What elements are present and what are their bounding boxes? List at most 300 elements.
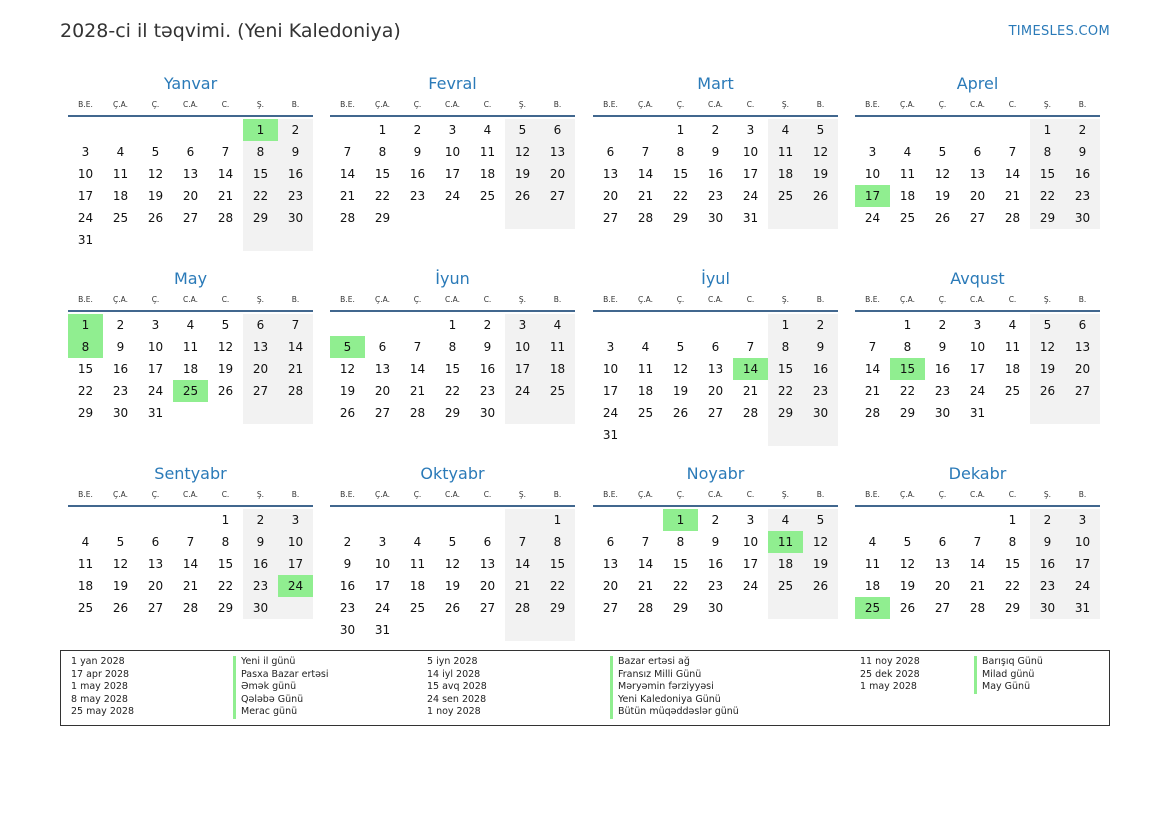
day-cell: 27: [969, 211, 986, 225]
empty-day-cell: [505, 619, 540, 641]
day-cell: 8: [676, 535, 685, 549]
empty-day-cell: [278, 597, 313, 619]
day-cell: 8: [676, 145, 685, 159]
empty-day-cell: [400, 207, 435, 229]
day-cell: 15: [374, 167, 391, 181]
empty-day-cell: [663, 314, 698, 336]
empty-day-cell: [365, 314, 400, 336]
day-cell: 29: [672, 601, 689, 615]
day-cell: 21: [1004, 189, 1021, 203]
day-cell: 12: [112, 557, 129, 571]
day-cell: 21: [182, 579, 199, 593]
day-cell: 29: [1004, 601, 1021, 615]
empty-day-cell: [173, 119, 208, 141]
day-cell: 22: [77, 384, 94, 398]
weekday-label: B.E.: [340, 490, 355, 499]
legend-holiday-name: Bazar ertəsi ağ: [610, 656, 739, 669]
empty-day-cell: [995, 119, 1030, 141]
empty-day-cell: [68, 119, 103, 141]
day-cell: 17: [742, 557, 759, 571]
day-grid: [855, 507, 1100, 619]
day-cell: 13: [1065, 336, 1100, 358]
day-cell: 27: [147, 601, 164, 615]
day-cell: 19: [803, 553, 838, 575]
day-cell: 26: [899, 601, 916, 615]
legend-date: 8 may 2028: [71, 693, 128, 705]
day-cell: 9: [483, 340, 492, 354]
empty-day-cell: [435, 619, 470, 641]
day-cell: 12: [339, 362, 356, 376]
empty-day-cell: [733, 597, 768, 619]
empty-day-cell: [330, 119, 365, 141]
empty-day-cell: [733, 314, 768, 336]
day-cell: 26: [147, 211, 164, 225]
weekday-label: B.E.: [340, 295, 355, 304]
weekday-label: C.A.: [444, 100, 460, 109]
legend-date: 5 iyn 2028: [427, 656, 478, 667]
legend-holiday-name: Fransız Milli Günü: [610, 669, 739, 682]
day-cell: 15: [1004, 557, 1021, 571]
day-grid: [855, 312, 1100, 424]
weekday-label: B.: [553, 490, 562, 499]
day-cell: 25: [77, 601, 94, 615]
day-cell: 23: [1030, 575, 1065, 597]
day-cell: 24: [969, 384, 986, 398]
day-cell: 17: [77, 189, 94, 203]
day-cell: 16: [934, 362, 951, 376]
day-cell: 26: [217, 384, 234, 398]
holiday-day-cell: 24: [278, 575, 313, 597]
weekday-label: B.: [291, 295, 300, 304]
weekday-label: B.: [816, 490, 825, 499]
day-cell: 21: [969, 579, 986, 593]
day-cell: 14: [278, 336, 313, 358]
day-cell: 18: [637, 384, 654, 398]
day-cell: 7: [641, 535, 650, 549]
weekday-label: B.E.: [865, 100, 880, 109]
month-name: Avqust: [950, 269, 1005, 288]
day-cell: 4: [186, 318, 195, 332]
empty-day-cell: [540, 402, 575, 424]
empty-day-cell: [330, 314, 365, 336]
weekday-label: Ç.A.: [374, 100, 390, 109]
day-cell: 21: [637, 579, 654, 593]
day-cell: 21: [864, 384, 881, 398]
day-cell: 25: [479, 189, 496, 203]
day-cell: 7: [746, 340, 755, 354]
day-cell: 24: [602, 406, 619, 420]
day-cell: 16: [243, 553, 278, 575]
day-cell: 23: [707, 579, 724, 593]
day-grid: [68, 312, 313, 424]
empty-day-cell: [628, 424, 663, 446]
day-cell: 22: [768, 380, 803, 402]
legend-holiday-name: Pasxa Bazar ertəsi: [233, 669, 329, 682]
legend-dates-col-3: [860, 656, 920, 694]
weekday-label: Ş.: [518, 100, 527, 109]
day-cell: 12: [147, 167, 164, 181]
weekday-label: B.E.: [78, 100, 93, 109]
legend-date: 1 may 2028: [71, 681, 128, 693]
day-cell: 6: [606, 145, 615, 159]
weekday-header: [68, 292, 313, 312]
day-cell: 22: [1030, 185, 1065, 207]
day-cell: 19: [672, 384, 689, 398]
day-cell: 16: [479, 362, 496, 376]
day-cell: 22: [374, 189, 391, 203]
day-cell: 8: [903, 340, 912, 354]
legend-holiday-name: Əmək günü: [233, 681, 329, 694]
day-cell: 19: [444, 579, 461, 593]
day-cell: 19: [803, 163, 838, 185]
holiday-day-cell: 1: [663, 509, 698, 531]
weekday-label: Ş.: [256, 100, 265, 109]
weekday-label: C.A.: [182, 100, 198, 109]
month-name: May: [173, 269, 208, 288]
weekday-label: C.: [1008, 490, 1017, 499]
day-cell: 16: [112, 362, 129, 376]
brand-logo-text[interactable]: TIMESLES.COM: [1008, 24, 1110, 39]
day-cell: 10: [77, 167, 94, 181]
legend-date: 1 may 2028: [860, 681, 917, 693]
day-cell: 7: [868, 340, 877, 354]
day-cell: 30: [803, 402, 838, 424]
day-cell: 12: [444, 557, 461, 571]
day-cell: 14: [182, 557, 199, 571]
day-cell: 15: [77, 362, 94, 376]
day-cell: 3: [278, 509, 313, 531]
day-cell: 19: [1030, 358, 1065, 380]
empty-day-cell: [173, 402, 208, 424]
weekday-label: C.A.: [182, 490, 198, 499]
legend-date: 25 may 2028: [71, 706, 135, 718]
weekday-label: Ç.A.: [112, 100, 128, 109]
day-cell: 28: [217, 211, 234, 225]
day-cell: 13: [540, 141, 575, 163]
day-cell: 28: [505, 597, 540, 619]
day-cell: 3: [868, 145, 877, 159]
legend-date: 14 iyl 2028: [427, 668, 481, 680]
weekday-label: C.: [483, 490, 492, 499]
legend-date: 11 noy 2028: [860, 656, 920, 667]
weekday-label: Ş.: [1043, 490, 1052, 499]
day-cell: 30: [1030, 597, 1065, 619]
day-cell: 13: [243, 336, 278, 358]
day-grid: [330, 117, 575, 229]
legend-holiday-name: Məryəmin fərziyyəsi: [610, 681, 739, 694]
day-cell: 12: [899, 557, 916, 571]
weekday-label: B.E.: [603, 490, 618, 499]
day-cell: 9: [711, 145, 720, 159]
day-cell: 10: [444, 145, 461, 159]
day-cell: 30: [278, 207, 313, 229]
day-cell: 27: [540, 185, 575, 207]
day-cell: 20: [479, 579, 496, 593]
holiday-day-cell: 5: [330, 336, 365, 358]
day-grid: [593, 117, 838, 229]
holiday-day-cell: 17: [855, 185, 890, 207]
day-cell: 16: [707, 167, 724, 181]
day-cell: 28: [637, 211, 654, 225]
day-cell: 20: [707, 384, 724, 398]
month-fevral: [330, 73, 575, 229]
weekday-label: Ç.: [938, 100, 947, 109]
day-cell: 23: [803, 380, 838, 402]
day-cell: 17: [969, 362, 986, 376]
day-cell: 5: [676, 340, 685, 354]
day-cell: 25: [112, 211, 129, 225]
day-cell: 21: [278, 358, 313, 380]
weekday-label: B.E.: [865, 295, 880, 304]
day-grid: [330, 312, 575, 424]
day-grid: [68, 507, 313, 619]
empty-day-cell: [593, 509, 628, 531]
weekday-label: Ç.: [676, 295, 685, 304]
empty-day-cell: [400, 509, 435, 531]
day-cell: 2: [413, 123, 422, 137]
empty-day-cell: [960, 509, 995, 531]
day-cell: 20: [243, 358, 278, 380]
legend-holiday-name: May Günü: [974, 681, 1043, 694]
empty-day-cell: [278, 402, 313, 424]
day-cell: 13: [969, 167, 986, 181]
day-cell: 27: [602, 601, 619, 615]
day-cell: 31: [742, 211, 759, 225]
day-cell: 9: [711, 535, 720, 549]
day-cell: 21: [339, 189, 356, 203]
day-cell: 7: [1008, 145, 1017, 159]
empty-day-cell: [855, 119, 890, 141]
day-cell: 30: [707, 601, 724, 615]
day-cell: 19: [217, 362, 234, 376]
day-cell: 1: [1030, 119, 1065, 141]
day-cell: 24: [505, 380, 540, 402]
empty-day-cell: [103, 229, 138, 251]
day-cell: 6: [243, 314, 278, 336]
empty-day-cell: [540, 619, 575, 641]
empty-day-cell: [138, 509, 173, 531]
day-cell: 21: [637, 189, 654, 203]
day-cell: 9: [413, 145, 422, 159]
day-cell: 11: [409, 557, 426, 571]
day-cell: 6: [186, 145, 195, 159]
holiday-day-cell: 15: [890, 358, 925, 380]
day-cell: 3: [378, 535, 387, 549]
day-cell: 3: [746, 123, 755, 137]
day-cell: 29: [217, 601, 234, 615]
empty-day-cell: [663, 424, 698, 446]
weekday-header: [593, 487, 838, 507]
day-cell: 10: [969, 340, 986, 354]
holiday-day-cell: 1: [243, 119, 278, 141]
empty-day-cell: [995, 402, 1030, 424]
empty-day-cell: [803, 207, 838, 229]
day-cell: 23: [1065, 185, 1100, 207]
weekday-label: Ş.: [1043, 100, 1052, 109]
day-cell: 5: [803, 119, 838, 141]
day-cell: 19: [112, 579, 129, 593]
month-mart: [593, 73, 838, 229]
day-cell: 11: [1004, 340, 1021, 354]
weekday-label: Ç.: [938, 490, 947, 499]
day-cell: 5: [803, 509, 838, 531]
weekday-label: C.: [221, 295, 230, 304]
holiday-day-cell: 1: [68, 314, 103, 336]
day-cell: 4: [540, 314, 575, 336]
weekday-label: Ç.: [938, 295, 947, 304]
weekday-label: Ç.: [151, 490, 160, 499]
day-cell: 22: [540, 575, 575, 597]
day-cell: 20: [602, 189, 619, 203]
day-cell: 14: [864, 362, 881, 376]
day-cell: 25: [1004, 384, 1021, 398]
day-cell: 11: [637, 362, 654, 376]
day-cell: 25: [899, 211, 916, 225]
day-cell: 28: [742, 406, 759, 420]
day-cell: 1: [448, 318, 457, 332]
empty-day-cell: [103, 509, 138, 531]
month-dekabr: [855, 463, 1100, 619]
day-cell: 15: [217, 557, 234, 571]
day-cell: 13: [934, 557, 951, 571]
day-cell: 4: [641, 340, 650, 354]
weekday-label: C.: [746, 490, 755, 499]
empty-day-cell: [243, 229, 278, 251]
weekday-label: B.E.: [865, 490, 880, 499]
month-yanvar: [68, 73, 313, 251]
day-cell: 6: [711, 340, 720, 354]
day-grid: [68, 117, 313, 251]
day-cell: 1: [1008, 513, 1017, 527]
day-cell: 12: [1030, 336, 1065, 358]
day-cell: 27: [182, 211, 199, 225]
day-cell: 13: [374, 362, 391, 376]
day-cell: 2: [1065, 119, 1100, 141]
day-cell: 10: [602, 362, 619, 376]
weekday-header: [330, 487, 575, 507]
day-cell: 13: [479, 557, 496, 571]
day-grid: [593, 312, 838, 446]
weekday-header: [855, 292, 1100, 312]
day-cell: 7: [343, 145, 352, 159]
day-cell: 4: [768, 509, 803, 531]
day-cell: 12: [803, 141, 838, 163]
day-cell: 5: [1030, 314, 1065, 336]
day-cell: 25: [768, 185, 803, 207]
day-cell: 19: [147, 189, 164, 203]
day-cell: 8: [1008, 535, 1017, 549]
day-cell: 8: [1030, 141, 1065, 163]
month-name: İyul: [701, 269, 730, 288]
weekday-label: Ç.A.: [112, 295, 128, 304]
holiday-day-cell: 11: [768, 531, 803, 553]
holiday-legend: [60, 650, 1110, 726]
day-cell: 27: [707, 406, 724, 420]
weekday-label: Ç.A.: [374, 295, 390, 304]
empty-day-cell: [628, 119, 663, 141]
empty-day-cell: [855, 314, 890, 336]
weekday-label: C.A.: [969, 490, 985, 499]
weekday-label: B.E.: [78, 295, 93, 304]
day-cell: 3: [448, 123, 457, 137]
empty-day-cell: [593, 119, 628, 141]
empty-day-cell: [208, 402, 243, 424]
day-cell: 31: [147, 406, 164, 420]
weekday-label: Ş.: [781, 100, 790, 109]
empty-day-cell: [435, 509, 470, 531]
empty-day-cell: [768, 597, 803, 619]
weekday-label: B.E.: [603, 295, 618, 304]
weekday-label: B.: [553, 295, 562, 304]
month-name: Dekabr: [948, 464, 1007, 483]
day-cell: 11: [112, 167, 129, 181]
weekday-label: C.A.: [444, 490, 460, 499]
holiday-day-cell: 25: [855, 597, 890, 619]
weekday-label: Ş.: [518, 490, 527, 499]
weekday-label: C.: [483, 295, 492, 304]
weekday-label: B.E.: [340, 100, 355, 109]
day-cell: 2: [938, 318, 947, 332]
empty-day-cell: [925, 119, 960, 141]
day-cell: 17: [444, 167, 461, 181]
legend-dates-col-2: [427, 656, 487, 719]
day-cell: 3: [1065, 509, 1100, 531]
empty-day-cell: [628, 509, 663, 531]
day-cell: 5: [938, 145, 947, 159]
day-cell: 8: [768, 336, 803, 358]
weekday-label: Ş.: [781, 295, 790, 304]
weekday-header: [68, 487, 313, 507]
day-cell: 18: [899, 189, 916, 203]
day-cell: 23: [934, 384, 951, 398]
day-cell: 1: [221, 513, 230, 527]
weekday-header: [855, 97, 1100, 117]
day-cell: 31: [1065, 597, 1100, 619]
day-cell: 4: [1008, 318, 1017, 332]
empty-day-cell: [890, 119, 925, 141]
weekday-label: B.: [553, 100, 562, 109]
empty-day-cell: [855, 509, 890, 531]
day-cell: 2: [343, 535, 352, 549]
day-cell: 23: [278, 185, 313, 207]
day-cell: 28: [409, 406, 426, 420]
weekday-header: [68, 97, 313, 117]
day-cell: 15: [444, 362, 461, 376]
legend-date: 15 avq 2028: [427, 681, 487, 693]
day-cell: 11: [182, 340, 199, 354]
day-cell: 1: [768, 314, 803, 336]
weekday-label: C.: [221, 490, 230, 499]
empty-day-cell: [208, 119, 243, 141]
day-cell: 26: [505, 185, 540, 207]
month-name: Yanvar: [163, 74, 218, 93]
month-name: Mart: [697, 74, 734, 93]
empty-day-cell: [1065, 402, 1100, 424]
empty-day-cell: [470, 207, 505, 229]
weekday-label: Ç.A.: [637, 295, 653, 304]
day-cell: 20: [969, 189, 986, 203]
day-cell: 5: [116, 535, 125, 549]
day-cell: 28: [339, 211, 356, 225]
day-cell: 29: [899, 406, 916, 420]
day-cell: 30: [112, 406, 129, 420]
day-cell: 30: [707, 211, 724, 225]
day-cell: 29: [77, 406, 94, 420]
weekday-label: Ç.A.: [637, 100, 653, 109]
day-cell: 20: [147, 579, 164, 593]
empty-day-cell: [960, 119, 995, 141]
day-cell: 24: [742, 579, 759, 593]
